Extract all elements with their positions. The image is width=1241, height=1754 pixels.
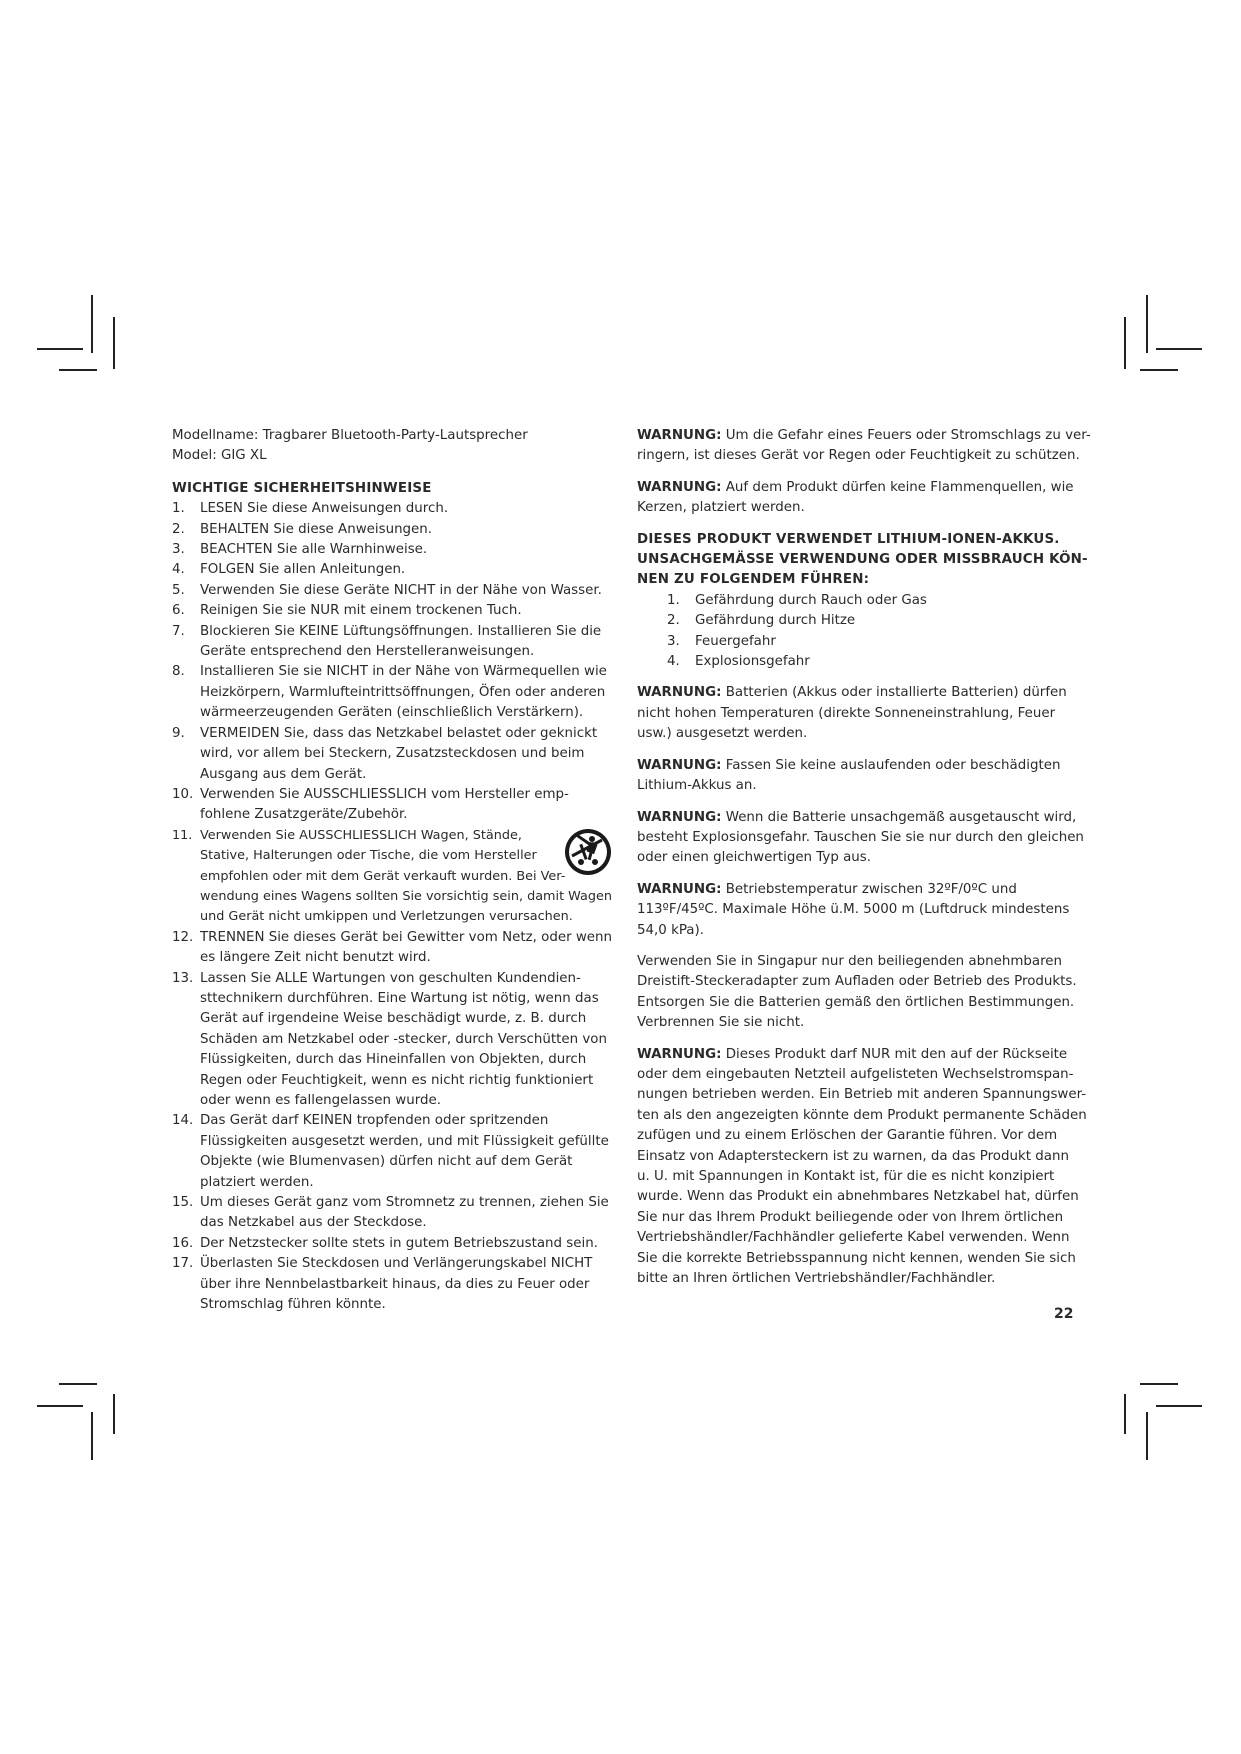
warning-text: Einsatz von Adaptersteckern ist zu warnen, da das Produkt dann	[637, 1148, 1069, 1164]
item-number: 4.	[667, 654, 680, 670]
item-text: wird, vor allem bei Steckern, Zusatzsteckdosen und beim	[200, 746, 585, 762]
crop-mark	[1124, 1394, 1126, 1434]
warning-text: Dieses Produkt darf NUR mit den auf der Rückseite	[721, 1046, 1068, 1062]
warning-flames	[637, 478, 1077, 519]
item-text: Installieren Sie sie NICHT in der Nähe von Wärmequellen wie	[200, 664, 607, 680]
crop-mark	[91, 295, 93, 353]
warning-text: Sie die korrekte Betriebsspannung nicht kennen, wenden Sie sich	[637, 1250, 1076, 1266]
warning-text: Batterien (Akkus oder installierte Batterien) dürfen	[721, 685, 1067, 701]
crop-mark	[113, 1394, 115, 1434]
safety-list	[172, 499, 612, 1315]
warning-text: Lithium-Akkus an.	[637, 778, 757, 794]
warning-text: nungen betrieben werden. Ein Betrieb mit anderen Spannungswer-	[637, 1087, 1087, 1103]
warning-voltage	[637, 1045, 1087, 1290]
warning-text: Um die Gefahr eines Feuers oder Stromschlags zu ver-	[721, 428, 1091, 443]
item-text: TRENNEN Sie dieses Gerät bei Gewitter vom Netz, oder wenn	[200, 929, 612, 945]
warning-text: besteht Explosionsgefahr. Tauschen Sie sie nur durch den gleichen	[637, 829, 1084, 845]
lithium-section	[637, 530, 1088, 673]
lithium-heading: UNSACHGEMÄSSE VERWENDUNG ODER MISSBRAUCH KÖN-	[637, 552, 1088, 568]
item-number: 16.	[172, 1235, 194, 1251]
cart-tip-over-warning-icon	[562, 826, 614, 878]
right-column	[637, 426, 1091, 1289]
crop-mark	[1124, 317, 1126, 369]
item-text: Heizkörpern, Warmlufteintrittsöffnungen, Öfen oder anderen	[200, 684, 606, 700]
item-text: Überlasten Sie Steckdosen und Verlängerungskabel NICHT	[200, 1256, 593, 1272]
note-text: Dreistift-Steckeradapter zum Aufladen oder Betrieb des Produkts.	[637, 974, 1077, 990]
note-text: Verbrennen Sie sie nicht.	[637, 1015, 805, 1031]
hazard-list	[637, 591, 1077, 673]
list-item	[172, 520, 612, 540]
warning-text: bitte an Ihren örtlichen Vertriebshändler/Fachhändler.	[637, 1271, 996, 1287]
item-number: 3.	[172, 542, 185, 558]
safety-heading: WICHTIGE SICHERHEITSHINWEISE	[172, 480, 432, 496]
warning-fire	[637, 426, 1091, 467]
item-text: es längere Zeit nicht benutzt wird.	[200, 950, 431, 966]
item-number: 1.	[172, 501, 185, 517]
item-text: Gerät auf irgendeine Weise beschädigt wurde, z. B. durch	[200, 1011, 587, 1027]
warning-text: nicht hohen Temperaturen (direkte Sonneneinstrahlung, Feuer	[637, 705, 1056, 721]
warning-temperature	[637, 880, 1077, 941]
item-text: Explosionsgefahr	[695, 654, 810, 670]
list-item	[667, 591, 1077, 611]
lithium-heading: DIESES PRODUKT VERWENDET LITHIUM-IONEN-AKKUS.	[637, 531, 1060, 547]
warning-label: WARNUNG:	[637, 479, 722, 495]
list-item	[172, 1234, 612, 1254]
list-item	[667, 652, 1077, 672]
item-text: Stative, Halterungen oder Tische, die vom Hersteller	[200, 848, 537, 864]
item-number: 7.	[172, 623, 185, 639]
crop-mark	[59, 1383, 97, 1385]
item-number: 15.	[172, 1195, 194, 1211]
item-text: Blockieren Sie KEINE Lüftungsöffnungen. Installieren Sie die	[200, 623, 602, 639]
item-number: 2.	[172, 521, 185, 537]
crop-mark	[37, 1405, 83, 1407]
list-item	[172, 601, 612, 621]
item-number: 4.	[172, 562, 185, 578]
crop-mark	[1146, 1412, 1148, 1460]
item-text: empfohlen oder mit dem Gerät verkauft wurden. Bei Ver-	[200, 868, 566, 884]
item-number: 6.	[172, 603, 185, 619]
item-number: 14.	[172, 1113, 194, 1129]
item-number: 1.	[667, 592, 680, 608]
warning-label: WARNUNG:	[637, 685, 722, 701]
item-text: FOLGEN Sie allen Anleitungen.	[200, 562, 406, 578]
item-text: BEHALTEN Sie diese Anweisungen.	[200, 521, 433, 537]
model: Model: GIG XL	[172, 448, 267, 464]
warning-text: Fassen Sie keine auslaufenden oder beschädigten	[721, 757, 1061, 773]
note-text: Entsorgen Sie die Batterien gemäß den örtlichen Bestimmungen.	[637, 994, 1075, 1010]
crop-mark	[1140, 369, 1178, 371]
item-number: 8.	[172, 664, 185, 680]
crop-mark	[37, 348, 83, 350]
warning-text: u. U. mit Spannungen in Kontakt ist, für die es nicht konzipiert	[637, 1169, 1055, 1184]
item-number: 3.	[667, 633, 680, 649]
item-text: VERMEIDEN Sie, dass das Netzkabel belastet oder geknickt	[200, 725, 598, 741]
item-text: Um dieses Gerät ganz vom Stromnetz zu trennen, ziehen Sie	[200, 1195, 609, 1211]
list-item	[172, 969, 612, 1112]
warning-label: WARNUNG:	[637, 1046, 722, 1062]
crop-mark	[59, 369, 97, 371]
item-text: Ausgang aus dem Gerät.	[200, 766, 367, 782]
item-number: 12.	[172, 929, 194, 945]
warning-text: Wenn die Batterie unsachgemäß ausgetauscht wird,	[721, 809, 1077, 825]
item-text: Flüssigkeiten ausgesetzt werden, und mit Flüssigkeit gefüllte	[200, 1133, 609, 1149]
warning-text: Betriebstemperatur zwischen 32ºF/0ºC und	[721, 881, 1017, 897]
list-item	[172, 560, 612, 580]
item-text: und Gerät nicht umkippen und Verletzungen verursachen.	[200, 909, 573, 925]
item-text: Schäden am Netzkabel oder -stecker, durch Verschütten von	[200, 1031, 607, 1047]
item-text: Verwenden Sie AUSSCHLIESSLICH vom Hersteller emp-	[200, 786, 569, 802]
warning-text: ringern, ist dieses Gerät vor Regen oder Feuchtigkeit zu schützen.	[637, 448, 1080, 464]
lithium-heading: NEN ZU FOLGENDEM FÜHREN:	[637, 572, 870, 588]
item-text: Der Netzstecker sollte stets in gutem Betriebszustand sein.	[200, 1235, 598, 1251]
crop-mark	[91, 1412, 93, 1460]
item-text: Verwenden Sie AUSSCHLIESSLICH Wagen, Stände,	[200, 827, 522, 843]
list-item	[172, 622, 612, 663]
singapore-note	[637, 952, 1077, 1034]
list-item	[172, 662, 612, 723]
note-text: Verwenden Sie in Singapur nur den beiliegenden abnehmbaren	[637, 953, 1063, 969]
list-item	[172, 1193, 612, 1234]
warning-text: wurde. Wenn das Produkt ein abnehmbares Netzkabel hat, dürfen	[637, 1189, 1079, 1205]
list-item	[172, 1254, 612, 1315]
item-text: Feuergefahr	[695, 633, 776, 649]
warning-leaking	[637, 756, 1077, 797]
item-text: Flüssigkeiten, durch das Hineinfallen von Objekten, durch	[200, 1052, 587, 1068]
warning-text: oder dem eingebauten Netzteil aufgelisteten Wechselstromspan-	[637, 1066, 1074, 1082]
list-item	[172, 1111, 612, 1193]
model-name: Modellname: Tragbarer Bluetooth-Party-Lautsprecher	[172, 428, 528, 443]
warning-label: WARNUNG:	[637, 757, 722, 773]
item-text: wärmeerzeugenden Geräten (einschließlich Verstärkern).	[200, 705, 584, 721]
warning-text: usw.) ausgesetzt werden.	[637, 726, 808, 742]
item-text: Gefährdung durch Hitze	[695, 613, 856, 629]
list-item	[667, 611, 1077, 631]
item-text: Regen oder Feuchtigkeit, wenn es nicht richtig funktioniert	[200, 1072, 594, 1088]
warning-text: zufügen und zu einem Erlöschen der Garantie führen. Vor dem	[637, 1128, 1058, 1144]
item-text: LESEN Sie diese Anweisungen durch.	[200, 501, 449, 517]
item-number: 2.	[667, 613, 680, 629]
list-item	[172, 928, 612, 969]
item-text: sttechnikern durchführen. Eine Wartung ist nötig, wenn das	[200, 990, 599, 1006]
page-number: 22	[1054, 1306, 1074, 1322]
warning-text: Sie nur das Ihrem Produkt beiliegende oder von Ihrem örtlichen	[637, 1209, 1064, 1225]
crop-mark	[1140, 1383, 1178, 1385]
crop-mark	[113, 317, 115, 369]
item-text: Das Gerät darf KEINEN tropfenden oder spritzenden	[200, 1113, 549, 1129]
warning-text: Vertriebshändler/Fachhändler gelieferte Kabel verwenden. Wenn	[637, 1230, 1070, 1246]
list-item	[172, 826, 612, 928]
crop-mark	[1156, 1405, 1202, 1407]
item-number: 10.	[172, 786, 194, 802]
warning-text: Kerzen, platziert werden.	[637, 500, 805, 516]
item-text: Lassen Sie ALLE Wartungen von geschulten Kundendien-	[200, 970, 581, 986]
warning-explosion	[637, 808, 1084, 869]
item-number: 9.	[172, 725, 185, 741]
item-text: oder wenn es fallengelassen wurde.	[200, 1093, 441, 1108]
warning-label: WARNUNG:	[637, 428, 722, 443]
item-text: Objekte (wie Blumenvasen) dürfen nicht auf dem Gerät	[200, 1154, 573, 1170]
list-item	[172, 540, 612, 560]
item-number: 11.	[172, 827, 193, 843]
warning-text: Auf dem Produkt dürfen keine Flammenquellen, wie	[721, 479, 1074, 495]
item-number: 13.	[172, 970, 194, 986]
list-item	[172, 499, 612, 519]
list-item	[172, 581, 612, 601]
item-number: 5.	[172, 582, 185, 598]
item-text: wendung eines Wagens sollten Sie vorsichtig sein, damit Wagen	[200, 888, 612, 904]
item-text: fohlene Zusatzgeräte/Zubehör.	[200, 807, 408, 823]
list-item	[172, 785, 612, 826]
warning-text: 113ºF/45ºC. Maximale Höhe ü.M. 5000 m (Luftdruck mindestens	[637, 902, 1070, 918]
item-text: das Netzkabel aus der Steckdose.	[200, 1215, 427, 1231]
crop-mark	[1156, 348, 1202, 350]
item-text: Geräte entsprechend den Herstelleranweisungen.	[200, 644, 535, 660]
crop-mark	[1146, 295, 1148, 353]
warning-text: ten als den angezeigten könnte dem Produkt permanente Schäden	[637, 1107, 1087, 1123]
item-text: Stromschlag führen könnte.	[200, 1297, 386, 1313]
warning-text: 54,0 kPa).	[637, 922, 704, 938]
item-text: platziert werden.	[200, 1174, 314, 1190]
list-item	[172, 724, 612, 785]
item-text: über ihre Nennbelastbarkeit hinaus, da dies zu Feuer oder	[200, 1276, 590, 1292]
list-item	[667, 632, 1077, 652]
left-column	[172, 426, 612, 1315]
item-text: Verwenden Sie diese Geräte NICHT in der Nähe von Wasser.	[200, 582, 602, 598]
item-text: Reinigen Sie sie NUR mit einem trockenen Tuch.	[200, 603, 522, 619]
item-text: BEACHTEN Sie alle Warnhinweise.	[200, 542, 428, 558]
warning-heat	[637, 683, 1077, 744]
warning-label: WARNUNG:	[637, 809, 722, 825]
item-text: Gefährdung durch Rauch oder Gas	[695, 592, 927, 608]
warning-label: WARNUNG:	[637, 881, 722, 897]
warning-text: oder einen gleichwertigen Typ aus.	[637, 850, 871, 866]
item-number: 17.	[172, 1256, 194, 1272]
